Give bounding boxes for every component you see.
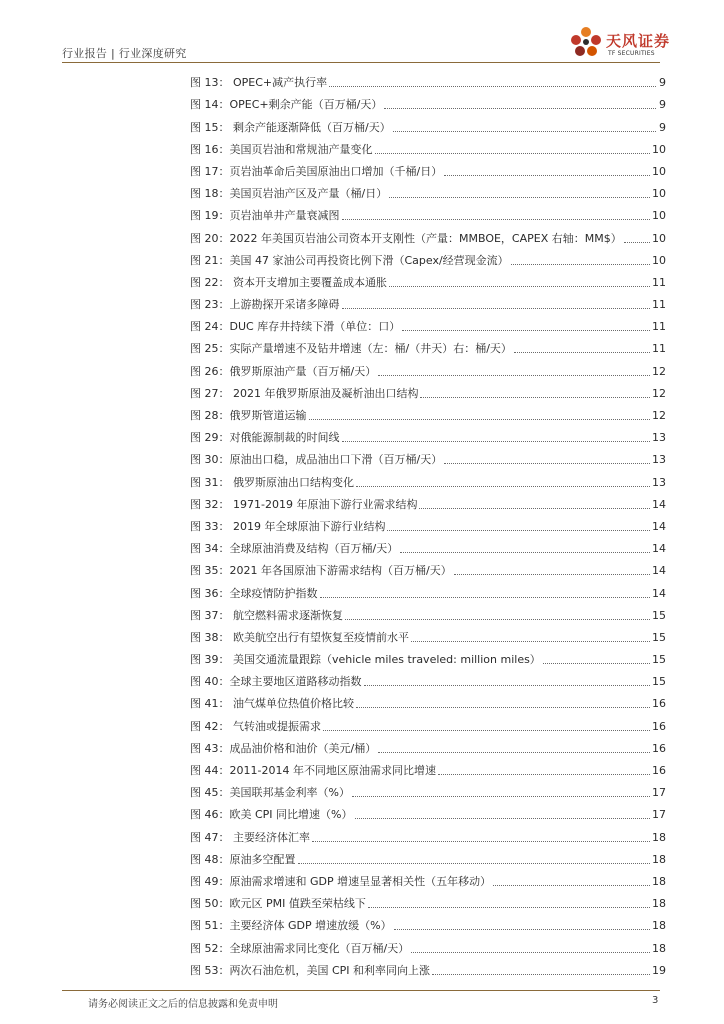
toc-dot-leader [356,707,650,708]
toc-entry-label: 图 17：页岩油革命后美国原油出口增加（千桶/日） [190,164,443,178]
toc-entry[interactable] [190,689,666,711]
toc-entry[interactable] [190,379,666,401]
toc-entry[interactable] [190,534,666,556]
toc-entry-page: 18 [652,852,666,866]
toc-entry-label: 图 32： 1971-2019 年原油下游行业需求结构 [190,497,418,511]
toc-entry-page: 14 [652,519,666,533]
toc-entry-page: 17 [652,808,666,822]
toc-entry[interactable] [190,467,666,489]
toc-dot-leader [454,574,650,575]
toc-dot-leader [389,197,650,198]
toc-entry[interactable] [190,822,666,844]
toc-entry-label: 图 50：欧元区 PMI 值跌至荣枯线下 [190,897,366,911]
toc-entry-label: 图 38： 欧美航空出行有望恢复至疫情前水平 [190,630,409,644]
toc-entry-page: 17 [652,786,666,800]
toc-dot-leader [411,641,650,642]
toc-entry-label: 图 29：对俄能源制裁的时间线 [190,431,340,445]
toc-dot-leader [624,242,650,243]
toc-entry-page: 16 [652,719,666,733]
toc-entry-page: 10 [652,142,666,156]
footer-disclaimer: 请务必阅读正文之后的信息披露和免责申明 [88,999,278,1010]
toc-entry[interactable] [190,223,666,245]
toc-dot-leader [394,929,650,930]
toc-dot-leader [444,175,650,176]
toc-entry[interactable] [190,179,666,201]
toc-dot-leader [378,375,650,376]
toc-dot-leader [342,441,651,442]
toc-entry-page: 9 [659,98,666,112]
toc-entry-page: 15 [652,675,666,689]
page-number: 3 [652,995,659,1006]
toc-entry-page: 13 [652,453,666,467]
toc-entry[interactable] [190,601,666,623]
toc-entry[interactable] [190,112,666,134]
toc-entry-page: 9 [659,76,666,90]
toc-entry[interactable] [190,800,666,822]
report-category: 行业报告 | 行业深度研究 [62,47,187,60]
toc-entry[interactable] [190,90,666,112]
toc-entry[interactable] [190,845,666,867]
toc-entry-page: 15 [652,653,666,667]
toc-entry-page: 10 [652,164,666,178]
toc-dot-leader [342,219,651,220]
toc-dot-leader [375,153,651,154]
toc-entry[interactable] [190,356,666,378]
toc-entry-label: 图 46：欧美 CPI 同比增速（%） [190,808,353,822]
toc-entry[interactable] [190,68,666,90]
toc-entry[interactable] [190,246,666,268]
toc-entry-page: 11 [652,342,666,356]
logo-text-cn: 天风证券 [606,32,671,50]
toc-entry[interactable] [190,334,666,356]
toc-entry-page: 14 [652,586,666,600]
toc-entry-label: 图 30：原油出口稳，成品油出口下滑（百万桶/天） [190,453,443,467]
toc-entry-label: 图 28：俄罗斯管道运输 [190,409,307,422]
toc-entry-page: 14 [652,542,666,556]
toc-entry-page: 14 [652,497,666,511]
toc-entry-page: 13 [652,475,666,489]
toc-dot-leader [420,397,650,398]
toc-dot-leader [514,352,650,353]
toc-entry-label: 图 18：美国页岩油产区及产量（桶/日） [190,187,388,201]
toc-entry-label: 图 26：俄罗斯原油产量（百万桶/天） [190,364,377,378]
toc-dot-leader [400,552,650,553]
toc-entry-page: 15 [652,608,666,622]
toc-entry[interactable] [190,490,666,512]
toc-entry-page: 11 [652,298,666,312]
toc-entry-label: 图 37： 航空燃料需求逐渐恢复 [190,608,343,622]
toc-entry-label: 图 14：OPEC+剩余产能（百万桶/天） [190,98,383,112]
toc-entry-page: 13 [652,431,666,445]
toc-dot-leader [543,663,650,664]
toc-dot-leader [384,108,656,109]
toc-dot-leader [342,308,651,309]
toc-dot-leader [411,952,650,953]
toc-entry[interactable] [190,157,666,179]
toc-entry-label: 图 51：主要经济体 GDP 增速放缓（%） [190,919,392,933]
toc-entry[interactable] [190,556,666,578]
toc-dot-leader [444,463,650,464]
toc-dot-leader [312,841,650,842]
toc-entry-page: 11 [652,320,666,334]
toc-entry-page: 18 [652,941,666,955]
toc-entry-page: 18 [652,830,666,844]
toc-dot-leader [493,885,650,886]
toc-entry-label: 图 35：2021 年各国原油下游需求结构（百万桶/天） [190,564,452,578]
toc-entry-label: 图 45：美国联邦基金利率（%） [190,786,350,800]
toc-dot-leader [320,597,651,598]
toc-dot-leader [356,486,650,487]
toc-entry-page: 10 [652,187,666,201]
toc-entry[interactable] [190,623,666,645]
toc-entry-label: 图 36：全球疫情防护指数 [190,586,318,600]
toc-entry-label: 图 31： 俄罗斯原油出口结构变化 [190,475,354,489]
toc-entry[interactable] [190,956,666,978]
footer-divider [62,990,660,991]
toc-entry[interactable] [190,423,666,445]
toc-entry-label: 图 43：成品油价格和油价（美元/桶） [190,741,377,755]
toc-entry-page: 11 [652,275,666,289]
toc-dot-leader [419,508,650,509]
toc-entry[interactable] [190,268,666,290]
toc-dot-leader [438,774,650,775]
toc-dot-leader [355,818,651,819]
logo-text-en: TF SECURITIES [608,50,655,57]
toc-entry-page: 12 [652,364,666,378]
toc-entry[interactable] [190,201,666,223]
toc-entry[interactable] [190,911,666,933]
toc-entry-label: 图 34：全球原油消费及结构（百万桶/天） [190,542,399,556]
toc-entry[interactable] [190,933,666,955]
toc-entry-label: 图 52：全球原油需求同比变化（百万桶/天） [190,941,410,955]
toc-dot-leader [511,264,650,265]
toc-dot-leader [309,419,651,420]
toc-dot-leader [323,730,650,731]
toc-entry-label: 图 40：全球主要地区道路移动指数 [190,675,362,689]
toc-dot-leader [364,685,651,686]
toc-dot-leader [329,86,656,87]
toc-entry-label: 图 15： 剩余产能逐渐降低（百万桶/天） [190,120,391,134]
toc-entry[interactable] [190,756,666,778]
toc-entry-page: 10 [652,253,666,267]
toc-dot-leader [387,530,650,531]
toc-entry[interactable] [190,645,666,667]
toc-entry-label: 图 24：DUC 库存井持续下滑（单位：口） [190,320,401,334]
toc-entry[interactable] [190,512,666,534]
toc-entry-page: 18 [652,874,666,888]
toc-dot-leader [432,974,650,975]
toc-entry-label: 图 44：2011-2014 年不同地区原油需求同比增速 [190,764,436,777]
toc-entry-label: 图 47： 主要经济体汇率 [190,830,310,844]
toc-entry-page: 12 [652,386,666,400]
toc-entry-label: 图 20：2022 年美国页岩油公司资本开支刚性（产量：MMBOE，CAPEX 右轴：MM$） [190,231,622,245]
toc-dot-leader [298,863,651,864]
toc-entry-label: 图 21：美国 47 家油公司再投资比例下滑（Capex/经营现金流） [190,253,509,267]
toc-entry-label: 图 13： OPEC+减产执行率 [190,76,328,90]
toc-dot-leader [345,619,650,620]
toc-entry-page: 10 [652,231,666,245]
toc-entry-label: 图 16：美国页岩油和常规油产量变化 [190,142,373,156]
toc-entry[interactable] [190,667,666,689]
toc-dot-leader [352,796,650,797]
toc-entry-page: 12 [652,409,666,422]
toc-entry-label: 图 27： 2021 年俄罗斯原油及凝析油出口结构 [190,386,419,400]
toc-entry[interactable] [190,401,666,423]
figure-list [190,68,666,978]
toc-entry[interactable] [190,867,666,889]
toc-entry[interactable] [190,135,666,157]
toc-entry-page: 16 [652,764,666,777]
toc-dot-leader [389,286,650,287]
company-logo [568,24,678,64]
toc-dot-leader [378,752,650,753]
toc-dot-leader [368,907,650,908]
toc-entry-page: 16 [652,697,666,711]
toc-entry[interactable] [190,445,666,467]
toc-dot-leader [393,131,656,132]
toc-entry-page: 9 [659,120,666,134]
toc-entry-label: 图 49：原油需求增速和 GDP 增速呈显著相关性（五年移动） [190,874,492,888]
toc-entry[interactable] [190,312,666,334]
toc-entry[interactable] [190,711,666,733]
toc-entry-page: 19 [652,963,666,977]
toc-entry-label: 图 53：两次石油危机，美国 CPI 和利率同向上涨 [190,963,431,977]
toc-entry[interactable] [190,778,666,800]
toc-entry-page: 18 [652,897,666,911]
toc-dot-leader [402,330,650,331]
toc-entry-label: 图 33： 2019 年全球原油下游行业结构 [190,519,386,533]
toc-entry-page: 15 [652,630,666,644]
toc-entry-page: 14 [652,564,666,578]
toc-entry[interactable] [190,889,666,911]
toc-entry[interactable] [190,290,666,312]
toc-entry-page: 10 [652,209,666,223]
toc-entry-label: 图 23：上游勘探开采诸多障碍 [190,298,340,312]
toc-entry-label: 图 48：原油多空配置 [190,852,296,866]
toc-entry-label: 图 39： 美国交通流量跟踪（vehicle miles traveled: million miles） [190,653,541,667]
toc-entry[interactable] [190,734,666,756]
toc-entry[interactable] [190,578,666,600]
toc-entry-page: 18 [652,919,666,933]
toc-entry-label: 图 19：页岩油单井产量衰减图 [190,209,340,223]
toc-entry-page: 16 [652,741,666,755]
toc-entry-label: 图 41： 油气煤单位热值价格比较 [190,697,354,711]
logo-flower-icon [568,24,604,62]
toc-entry-label: 图 42： 气转油或提振需求 [190,719,321,733]
toc-entry-label: 图 22： 资本开支增加主要覆盖成本通胀 [190,275,387,289]
toc-entry-label: 图 25：实际产量增速不及钻井增速（左：桶/（井天）右：桶/天） [190,342,512,356]
